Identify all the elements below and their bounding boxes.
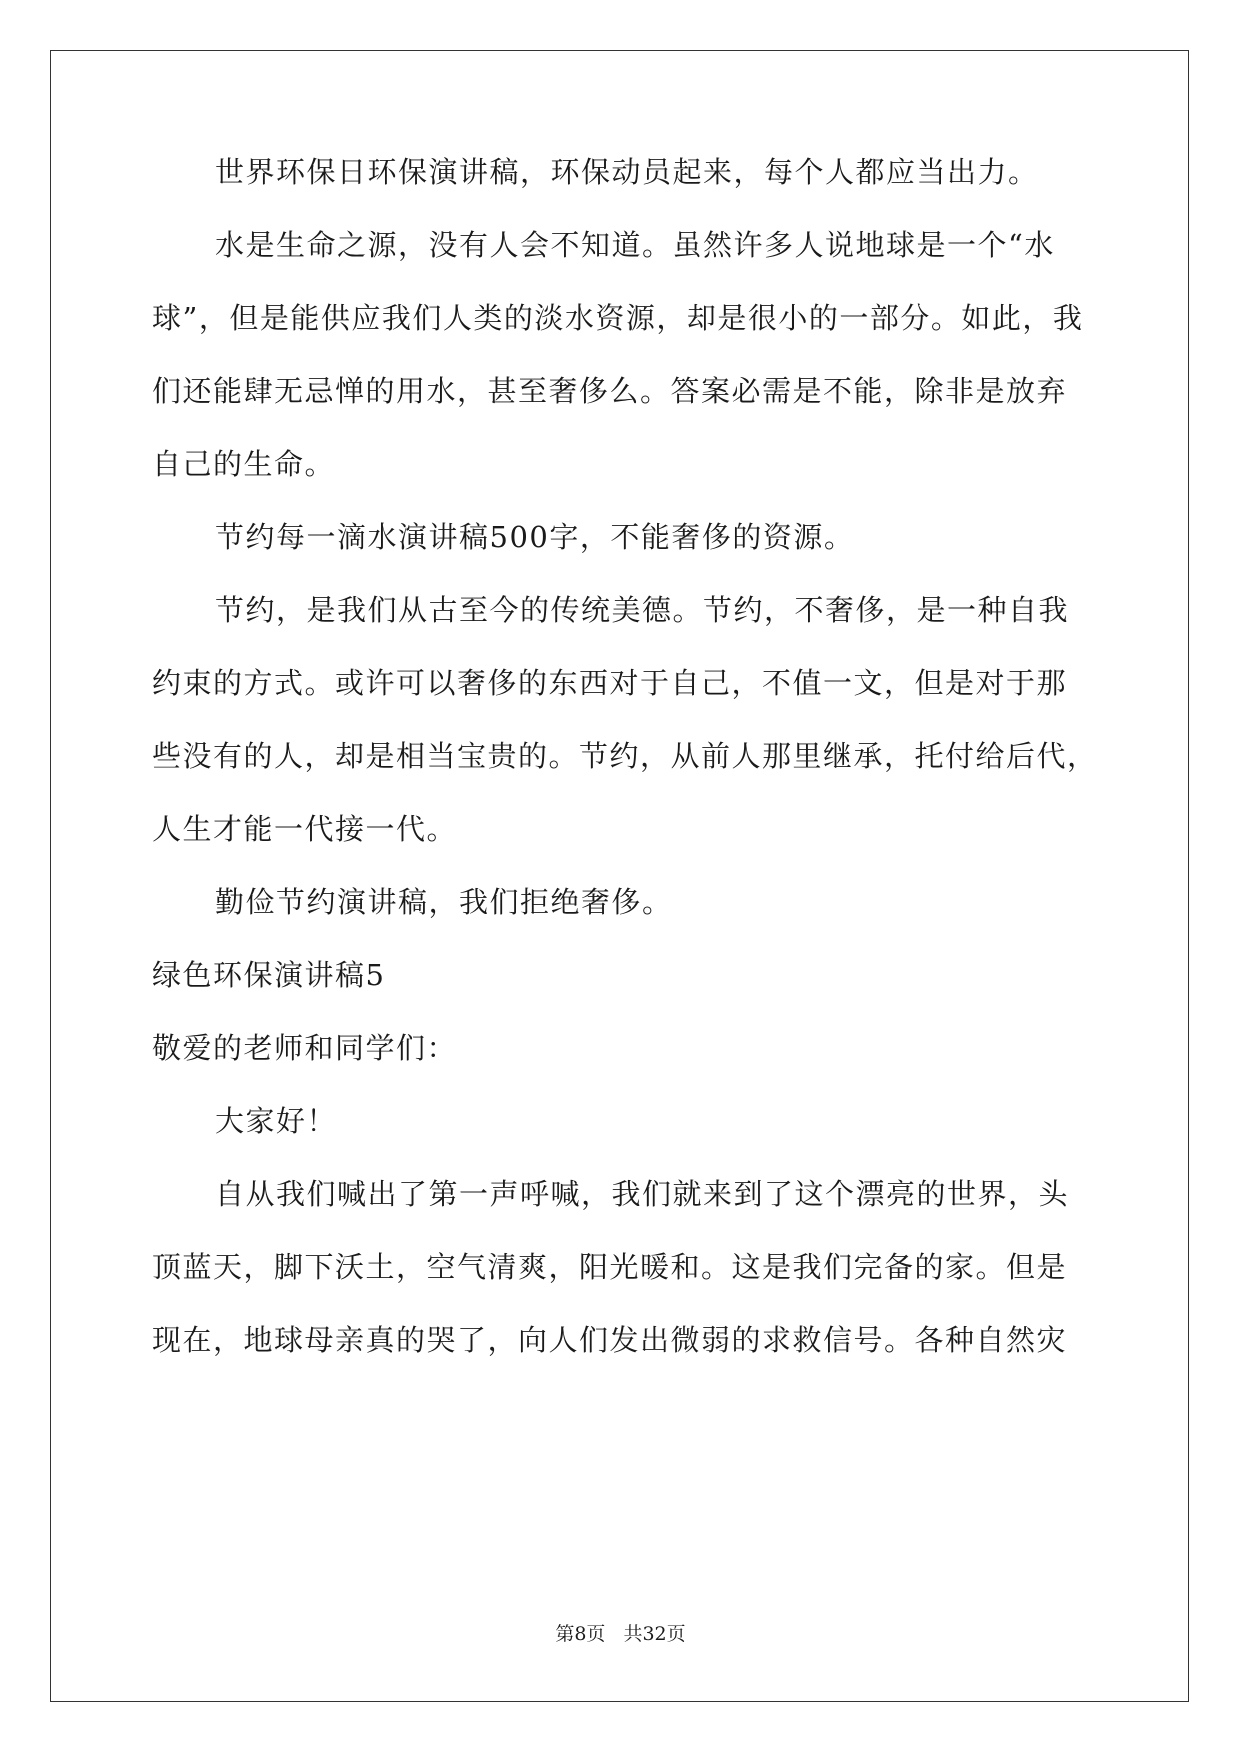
paragraph-line: 人生才能一代接一代。 bbox=[152, 812, 458, 846]
paragraph-line: 些没有的人，却是相当宝贵的。节约，从前人那里继承，托付给后代， bbox=[152, 739, 1098, 773]
section-heading: 绿色环保演讲稿5 bbox=[152, 958, 386, 992]
page-number: 第8页 bbox=[555, 1623, 606, 1645]
paragraph-line: 们还能肆无忌惮的用水，甚至奢侈么。答案必需是不能，除非是放弃 bbox=[152, 374, 1068, 408]
paragraph-line: 世界环保日环保演讲稿，环保动员起来，每个人都应当出力。 bbox=[215, 155, 1039, 189]
page-total: 共32页 bbox=[623, 1623, 686, 1645]
paragraph-line: 节约，是我们从古至今的传统美德。节约，不奢侈，是一种自我 bbox=[215, 593, 1070, 627]
salutation: 敬爱的老师和同学们： bbox=[152, 1031, 458, 1065]
paragraph-line: 节约每一滴水演讲稿500字，不能奢侈的资源。 bbox=[215, 520, 855, 554]
paragraph-line: 现在，地球母亲真的哭了，向人们发出微弱的求救信号。各种自然灾 bbox=[152, 1323, 1068, 1357]
paragraph-line: 勤俭节约演讲稿，我们拒绝奢侈。 bbox=[215, 885, 673, 919]
greeting: 大家好！ bbox=[215, 1104, 338, 1138]
paragraph-line: 水是生命之源，没有人会不知道。虽然许多人说地球是一个“水 bbox=[215, 228, 1055, 262]
paragraph-line: 自从我们喊出了第一声呼喊，我们就来到了这个漂亮的世界，头 bbox=[215, 1177, 1070, 1211]
paragraph-line: 顶蓝天，脚下沃土，空气清爽，阳光暖和。这是我们完备的家。但是 bbox=[152, 1250, 1068, 1284]
paragraph-line: 约束的方式。或许可以奢侈的东西对于自己，不值一文，但是对于那 bbox=[152, 666, 1068, 700]
page-footer bbox=[0, 1622, 1241, 1646]
paragraph-line: 球”，但是能供应我们人类的淡水资源，却是很小的一部分。如此，我 bbox=[152, 301, 1084, 335]
paragraph-line: 自己的生命。 bbox=[152, 447, 336, 481]
